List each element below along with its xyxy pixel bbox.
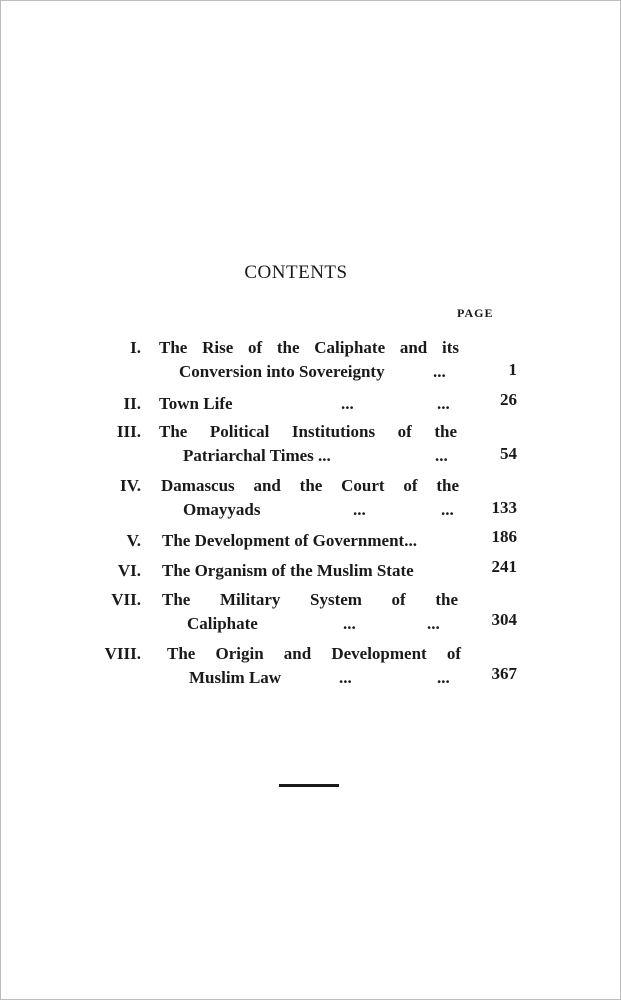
page-number: 304 bbox=[491, 610, 517, 629]
chapter-numeral: VIII. bbox=[104, 644, 141, 663]
page-number: 241 bbox=[491, 557, 517, 576]
leader-dots: ... bbox=[343, 614, 356, 633]
chapter-numeral: I. bbox=[130, 338, 141, 357]
leader-dots: ... bbox=[433, 362, 446, 381]
page-number: 367 bbox=[491, 664, 517, 683]
leader-dots: ... bbox=[339, 668, 352, 687]
chapter-title: Town Life bbox=[159, 394, 233, 413]
chapter-title: The Origin and Development of bbox=[167, 644, 461, 663]
page-number: 186 bbox=[491, 527, 517, 546]
leader-dots: ... bbox=[437, 668, 450, 687]
chapter-title-cont: Conversion into Sovereignty ... bbox=[179, 359, 479, 385]
leader-dots: ... bbox=[441, 500, 454, 519]
leader-dots: ... bbox=[427, 614, 440, 633]
leader-dots: ... bbox=[353, 500, 366, 519]
chapter-title: The Organism of the Muslim State bbox=[162, 561, 414, 580]
closing-rule bbox=[279, 784, 339, 787]
page-number: 1 bbox=[508, 360, 517, 379]
leader-dots: ... bbox=[341, 394, 354, 413]
page-column-label: PAGE bbox=[457, 306, 494, 320]
chapter-title: The Political Institutions of the bbox=[159, 422, 457, 441]
chapter-numeral: VII. bbox=[111, 590, 141, 609]
page-number: 133 bbox=[491, 498, 517, 517]
leader-dots: ... bbox=[437, 394, 450, 413]
chapter-title: Damascus and the Court of the bbox=[161, 476, 459, 495]
page-title: CONTENTS bbox=[244, 262, 348, 283]
chapter-title: The Rise of the Caliphate and its bbox=[159, 338, 459, 357]
chapter-title-cont: Patriarchal Times ... ... bbox=[183, 443, 483, 469]
chapter-title: The Military System of the bbox=[162, 590, 458, 609]
chapter-numeral: IV. bbox=[120, 476, 141, 495]
chapter-numeral: III. bbox=[116, 422, 141, 441]
chapter-numeral: V. bbox=[126, 531, 141, 550]
chapter-title-cont: Omayyads ... ... bbox=[183, 497, 483, 523]
chapter-title-cont: Muslim Law ... ... bbox=[189, 665, 489, 691]
chapter-title: The Development of Government... bbox=[162, 531, 417, 550]
chapter-numeral: VI. bbox=[117, 561, 141, 580]
chapter-numeral: II. bbox=[123, 394, 141, 413]
page-number: 54 bbox=[500, 444, 517, 463]
leader-dots: ... bbox=[435, 446, 448, 465]
chapter-title-cont: Caliphate ... ... bbox=[187, 611, 487, 637]
page-number: 26 bbox=[500, 390, 517, 409]
